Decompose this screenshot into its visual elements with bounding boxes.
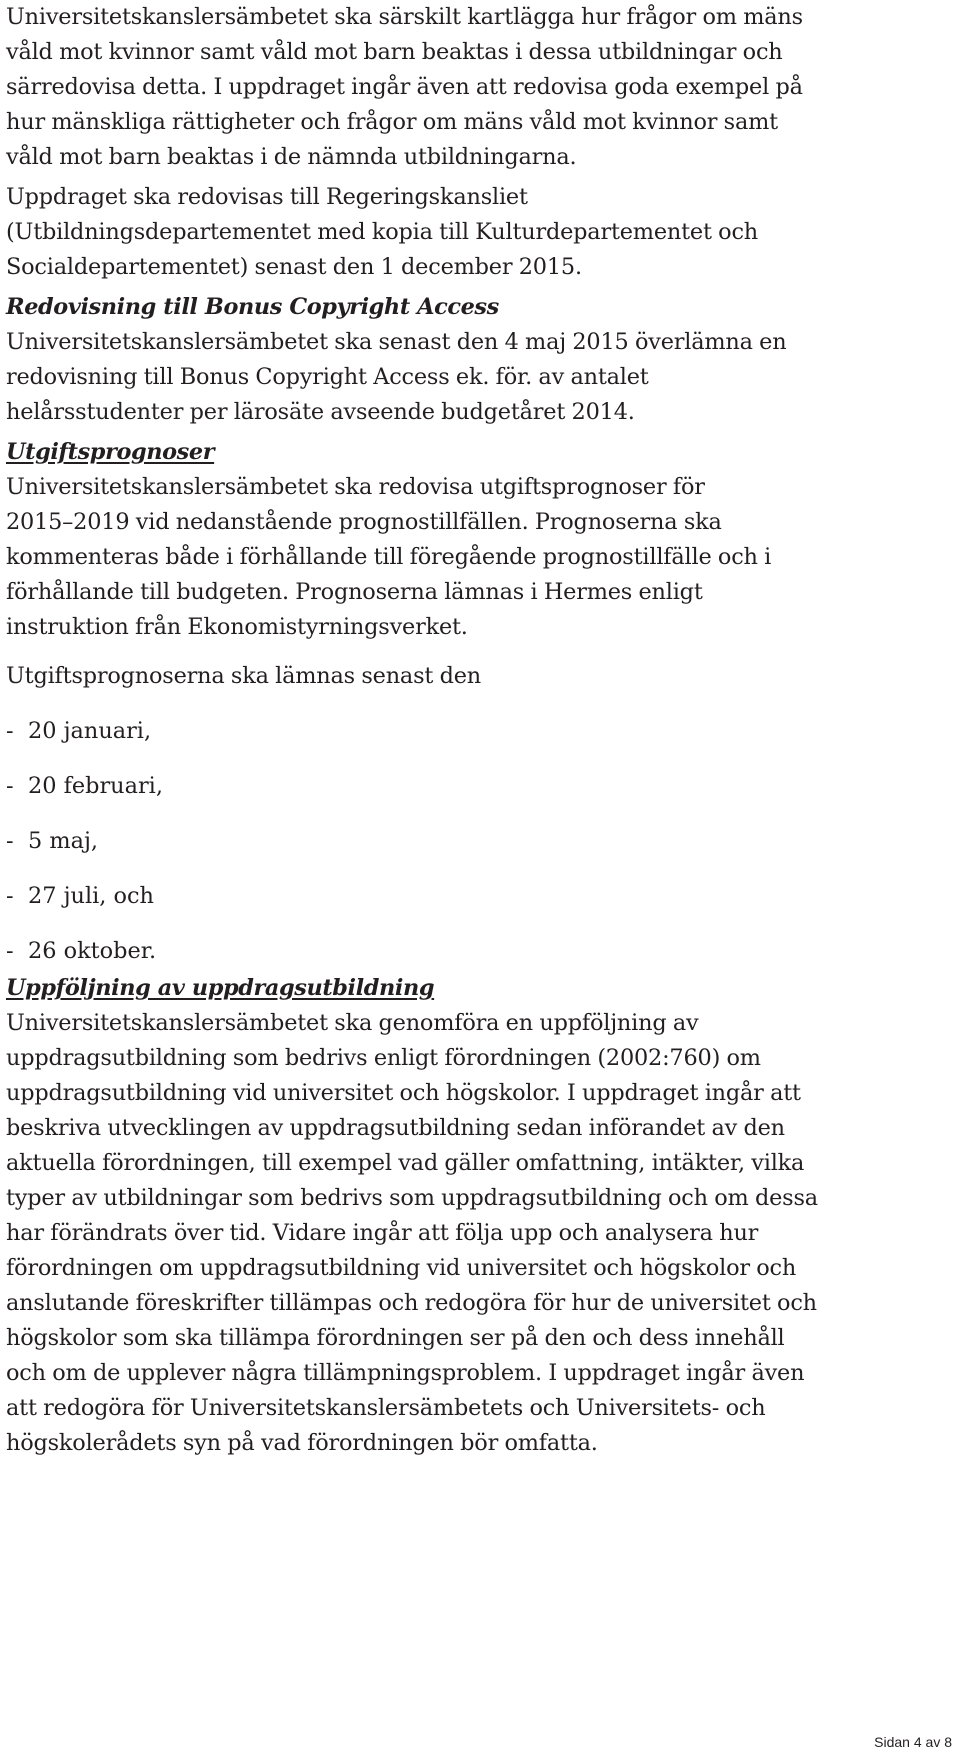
text-line: Universitetskanslersämbetet ska särskilt kartlägga hur frågor om mäns xyxy=(6,4,803,30)
text-line: typer av utbildningar som bedrivs som uppdragsutbildning och om dessa xyxy=(6,1185,818,1211)
text-line: våld mot barn beaktas i de nämnda utbildningarna. xyxy=(6,144,577,170)
text-line: helårsstudenter per lärosäte avseende budgetåret 2014. xyxy=(6,399,635,425)
list-item xyxy=(6,934,954,969)
text-line: våld mot kvinnor samt våld mot barn beaktas i dessa utbildningar och xyxy=(6,39,783,65)
bonus-paragraph xyxy=(6,325,954,430)
deadline-intro: Utgiftsprognoserna ska lämnas senast den xyxy=(6,663,481,689)
text-line: uppdragsutbildning som bedrivs enligt förordningen (2002:760) om xyxy=(6,1045,761,1071)
text-line: Universitetskanslersämbetet ska genomföra en uppföljning av xyxy=(6,1010,699,1036)
dash-bullet: - xyxy=(6,773,14,799)
text-line: beskriva utvecklingen av uppdragsutbildning sedan införandet av den xyxy=(6,1115,785,1141)
text-line: (Utbildningsdepartementet med kopia till Kulturdepartementet och xyxy=(6,219,759,245)
text-line: förordningen om uppdragsutbildning vid universitet och högskolor och xyxy=(6,1255,797,1281)
forecast-heading: Utgiftsprognoser xyxy=(6,439,215,465)
text-line: kommenteras både i förhållande till föregående prognostillfälle och i xyxy=(6,544,772,570)
text-line: förhållande till budgeten. Prognoserna lämnas i Hermes enligt xyxy=(6,579,703,605)
text-line: anslutande föreskrifter tillämpas och redogöra för hur de universitet och xyxy=(6,1290,817,1316)
text-line: redovisning till Bonus Copyright Access ek. för. av antalet xyxy=(6,364,649,390)
page-number: Sidan 4 av 8 xyxy=(874,1734,952,1750)
report-paragraph xyxy=(6,180,954,285)
list-item-text: 27 juli, och xyxy=(28,883,154,909)
text-line: högskolor som ska tillämpa förordningen ser på den och dess innehåll xyxy=(6,1325,785,1351)
dash-bullet: - xyxy=(6,718,14,744)
forecast-paragraph xyxy=(6,470,954,645)
dash-bullet: - xyxy=(6,828,14,854)
text-line: instruktion från Ekonomistyrningsverket. xyxy=(6,614,468,640)
dash-bullet: - xyxy=(6,938,14,964)
list-item-text: 20 januari, xyxy=(28,718,152,744)
list-item xyxy=(6,769,954,804)
text-line: aktuella förordningen, till exempel vad gäller omfattning, intäkter, vilka xyxy=(6,1150,805,1176)
text-line: Socialdepartementet) senast den 1 december 2015. xyxy=(6,254,582,280)
dash-bullet: - xyxy=(6,883,14,909)
text-line: hur mänskliga rättigheter och frågor om mäns våld mot kvinnor samt xyxy=(6,109,778,135)
text-line: särredovisa detta. I uppdraget ingår även att redovisa goda exempel på xyxy=(6,74,803,100)
deadline-list xyxy=(6,714,954,969)
bonus-heading: Redovisning till Bonus Copyright Access xyxy=(6,294,499,320)
text-line: högskolerådets syn på vad förordningen bör omfatta. xyxy=(6,1430,598,1456)
text-line: Universitetskanslersämbetet ska senast den 4 maj 2015 överlämna en xyxy=(6,329,787,355)
list-item xyxy=(6,879,954,914)
text-line: uppdragsutbildning vid universitet och högskolor. I uppdraget ingår att xyxy=(6,1080,801,1106)
text-line: Universitetskanslersämbetet ska redovisa utgiftsprognoser för xyxy=(6,474,705,500)
followup-paragraph xyxy=(6,1006,954,1461)
list-item-text: 5 maj, xyxy=(28,828,99,854)
text-line: att redogöra för Universitetskanslersämbetets och Universitets- och xyxy=(6,1395,766,1421)
text-line: Uppdraget ska redovisas till Regeringskansliet xyxy=(6,184,528,210)
text-line: 2015–2019 vid nedanstående prognostillfällen. Prognoserna ska xyxy=(6,509,722,535)
list-item-text: 20 februari, xyxy=(28,773,163,799)
text-line: har förändrats över tid. Vidare ingår att följa upp och analysera hur xyxy=(6,1220,759,1246)
document-page xyxy=(6,0,954,1461)
list-item xyxy=(6,714,954,749)
intro-paragraph xyxy=(6,0,954,175)
list-item-text: 26 oktober. xyxy=(28,938,157,964)
followup-heading: Uppföljning av uppdragsutbildning xyxy=(6,975,435,1001)
text-line: och om de upplever några tillämpningsproblem. I uppdraget ingår även xyxy=(6,1360,805,1386)
list-item xyxy=(6,824,954,859)
